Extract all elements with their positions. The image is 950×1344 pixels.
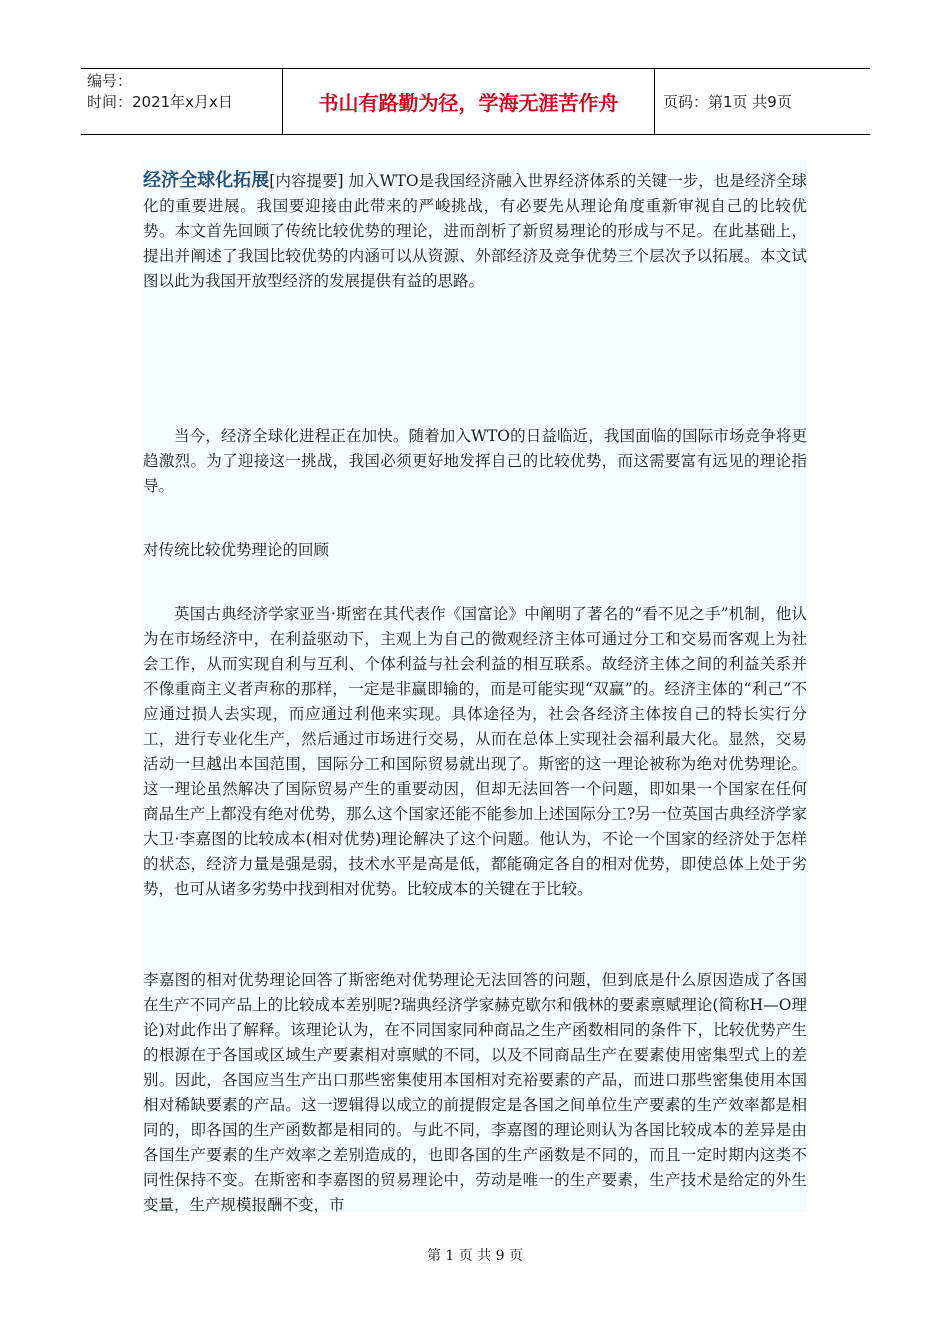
section-heading: 对传统比较优势理论的回顾	[143, 541, 330, 559]
body-paragraph-2: 李嘉图的相对优势理论回答了斯密绝对优势理论无法回答的问题，但到底是什么原因造成了各国在生产不同产品上的比较成本差别呢?瑞典经济学家赫克歇尔和俄林的要素禀赋理论(简称H—O理论)对此作出了解释。该理论认为，在不同国家同种商品之生产函数相同的条件下，比较优势产生的根源在于各国或区域生产要素相对禀赋的不同，以及不同商品生产在要素使用密集型式上的差别。因此，各国应当生产出口那些密集使用本国相对充裕要素的产品，而进口那些密集使用本国相对稀缺要素的产品。这一逻辑得以成立的前提假定是各国之间单位生产要素的生产效率都是相同的，即各国的生产函数都是相同的。与此不同，李嘉图的理论则认为各国比较成本的差异是由各国生产要素的生产效率之差别造成的，也即各国的生产函数是不同的，而且一定时期内这类不同性保持不变。在斯密和李嘉图的贸易理论中，劳动是唯一的生产要素，生产技术是给定的外生变量，生产规模报酬不变，市	[143, 971, 807, 1214]
article-title: 经济全球化拓展	[143, 170, 270, 191]
header-meta-cell	[81, 69, 283, 134]
page-footer: 第 1 页 共 9 页	[426, 1248, 524, 1264]
intro-paragraph: 当今，经济全球化进程正在加快。随着加入WTO的日益临近，我国面临的国际市场竞争将更趋激烈。为了迎接这一挑战，我国必须更好地发挥自己的比较优势，而这需要富有远见的理论指导。	[143, 427, 807, 495]
abstract-paragraph	[143, 168, 807, 294]
article-body	[143, 160, 807, 1212]
abstract-text: [内容提要] 加入WTO是我国经济融入世界经济体系的关键一步，也是经济全球化的重要进展。我国要迎接由此带来的严峻挑战，有必要先从理论角度重新审视自己的比较优势。本文首先回顾了传统比较优势的理论，进而剖析了新贸易理论的形成与不足。在此基础上，提出并阐述了我国比较优势的内涵可以从资源、外部经济及竞争优势三个层次予以拓展。本文试图以此为我国开放型经济的发展提供有益的思路。	[143, 172, 807, 290]
document-date-label: 时间：2021年x月x日	[87, 93, 233, 111]
body-paragraph-1: 英国古典经济学家亚当·斯密在其代表作《国富论》中阐明了著名的“看不见之手”机制，他认为在市场经济中，在利益驱动下，主观上为自己的微观经济主体可通过分工和交易而客观上为社会工作，从而实现自利与互利、个体利益与社会利益的相互联系。故经济主体之间的利益关系并不像重商主义者声称的那样，一定是非赢即输的，而是可能实现“双赢”的。经济主体的“利己”不应通过损人去实现，而应通过利他来实现。具体途径为，社会各经济主体按自己的特长实行分工，进行专业化生产，然后通过市场进行交易，从而在总体上实现社会福利最大化。显然，交易活动一旦越出本国范围，国际分工和国际贸易就出现了。斯密的这一理论被称为绝对优势理论。这一理论虽然解决了国际贸易产生的重要动因，但却无法回答一个问题，即如果一个国家在任何商品生产上都没有绝对优势，那么这个国家还能不能参加上述国际分工?另一位英国古典经济学家大卫·李嘉图的比较成本(相对优势)理论解决了这个问题。他认为，不论一个国家的经济处于怎样的状态，经济力量是强是弱，技术水平是高是低，都能确定各自的相对优势，即使总体上处于劣势，也可从诸多劣势中找到相对优势。比较成本的关键在于比较。	[143, 605, 807, 898]
header-table	[81, 68, 870, 135]
document-number-label: 编号：	[87, 72, 133, 90]
header-motto: 书山有路勤为径，学海无涯苦作舟	[283, 69, 655, 134]
header-page-info: 页码：第1页 共9页	[663, 93, 792, 111]
